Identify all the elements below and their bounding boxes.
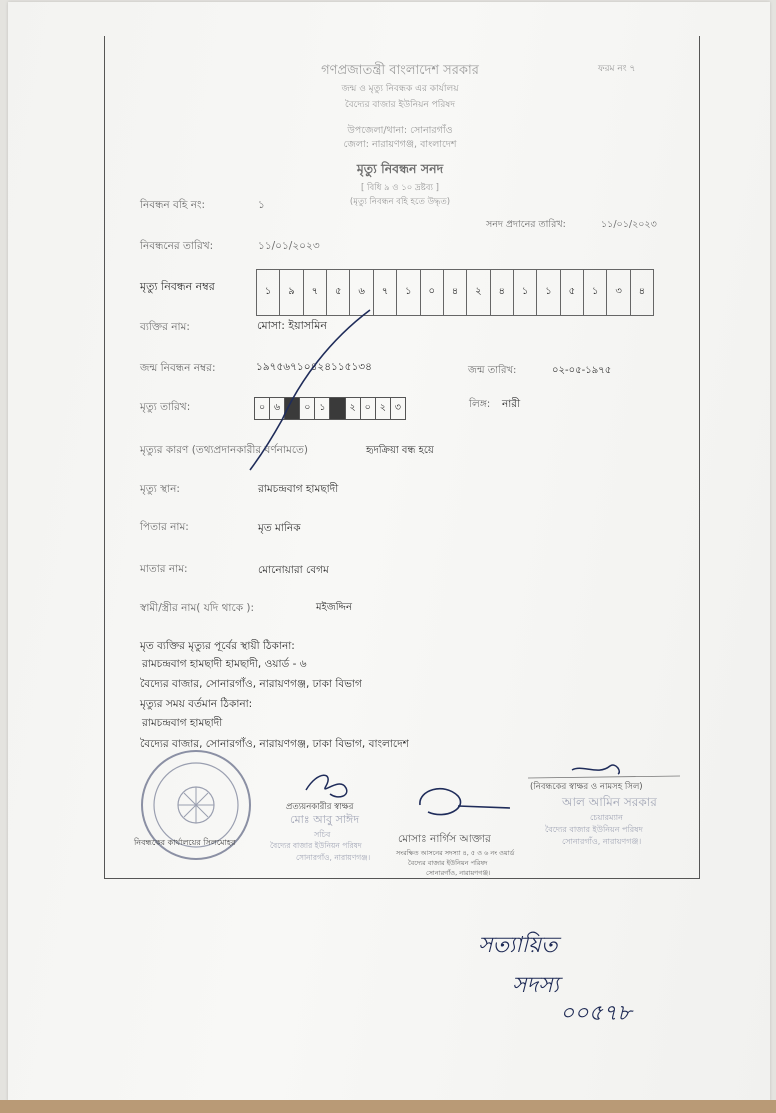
- place-label: মৃত্যু স্থান:: [140, 483, 180, 495]
- secretary-org: বৈদ্যের বাজার ইউনিয়ন পরিষদ: [270, 841, 362, 850]
- upazila-line: উপজেলা/থানা: সোনারগাঁও: [347, 125, 453, 136]
- secretary-place: সোনারগাঁও, নারায়ণগঞ্জ।: [296, 853, 371, 862]
- issue-date-value: ১১/০১/২০২৩: [601, 219, 657, 230]
- perm-address-line1: রামচন্দ্রবাগ হামছাদী হামছাদী, ওয়ার্ড - ৬: [142, 658, 307, 670]
- date-digit: ১: [315, 398, 330, 419]
- reg-digit: ০: [421, 270, 444, 315]
- chairman-org: বৈদ্যের বাজার ইউনিয়ন পরিষদ: [545, 825, 643, 834]
- date-digit: ০: [255, 398, 270, 419]
- reg-digit: ৭: [304, 270, 327, 315]
- secretary-title: সচিব: [314, 830, 331, 839]
- gender-label: লিঙ্গ:: [469, 398, 491, 410]
- member-place: সোনারগাঁও, নারায়ণগঞ্জ।: [426, 869, 491, 877]
- registrar-sign-line: [528, 776, 680, 778]
- spouse-value: মইজদ্দিন: [316, 602, 352, 613]
- perm-address-line2: বৈদ্যের বাজার, সোনারগাঁও, নারায়ণগঞ্জ, ঢাকা বিভাগ: [140, 678, 362, 690]
- father-label: পিতার নাম:: [140, 521, 189, 533]
- perm-address-label: মৃত ব্যক্তির মৃত্যুর পূর্বের স্থায়ী ঠিকানা:: [140, 640, 295, 652]
- reg-digit: ৯: [280, 270, 303, 315]
- reg-digit: ৩: [607, 270, 630, 315]
- handwritten-attested: সত্যায়িত: [478, 933, 558, 958]
- curr-address-label: মৃত্যুর সময় বর্তমান ঠিকানা:: [140, 698, 253, 710]
- handwritten-member: সদস্য: [512, 973, 560, 998]
- member-signature: [420, 789, 510, 815]
- birth-date-label: জন্ম তারিখ:: [468, 365, 517, 376]
- curr-address-line1: রামচন্দ্রবাগ হামছাদী: [142, 717, 223, 729]
- office-line1: জন্ম ও মৃত্যু নিবন্ধক এর কার্যালয়: [341, 84, 459, 94]
- reg-digit: ৪: [444, 270, 467, 315]
- book-label: নিবন্ধন বহি নং:: [140, 199, 206, 211]
- chairman-title: চেয়ারম্যান: [590, 813, 623, 822]
- reg-digit: ১: [584, 270, 607, 315]
- date-digit: ৩: [394, 402, 401, 413]
- cause-value: হৃদক্রিয়া বন্ধ হয়ে: [366, 445, 434, 456]
- place-value: রামচন্দ্রবাগ হামছাদী: [258, 483, 339, 495]
- date-digit: ০: [300, 398, 315, 419]
- secretary-name: মোঃ আবু সাঈদ: [290, 813, 359, 826]
- form-number: ফরম নং ৭: [598, 64, 636, 74]
- mother-label: মাতার নাম:: [140, 563, 188, 575]
- birth-reg-label: জন্ম নিবন্ধন নম্বর:: [140, 362, 216, 374]
- date-digit: ২: [376, 398, 391, 419]
- name-label: ব্যক্তির নাম:: [140, 321, 190, 333]
- reg-digit: ৪: [638, 286, 646, 297]
- registrar-signature: [572, 765, 619, 774]
- member-org: বৈদ্যের বাজার ইউনিয়ন পরিষদ: [408, 859, 488, 867]
- reg-date-value: ১১/০১/২০২৩: [258, 240, 320, 252]
- book-value: ১: [258, 199, 265, 211]
- date-digit: ৬: [270, 398, 285, 419]
- cause-label: মৃত্যুর কারণ (তথ্যপ্রদানকারীর বর্ণনামতে): [140, 444, 309, 456]
- reg-date-label: নিবন্ধনের তারিখ:: [140, 240, 214, 252]
- district-line: জেলা: নারায়ণগঞ্জ, বাংলাদেশ: [343, 139, 457, 150]
- chairman-name: আল আমিন সরকার: [562, 795, 657, 809]
- reg-digit: ৬: [350, 270, 373, 315]
- reg-digit: ৪: [491, 270, 514, 315]
- reg-digit: ২: [467, 270, 490, 315]
- office-line2: বৈদ্যের বাজার ইউনিয়ন পরিষদ: [344, 100, 455, 110]
- reg-digit: ৭: [374, 270, 397, 315]
- gender-value: নারী: [502, 398, 521, 410]
- reg-number-label: মৃত্যু নিবন্ধন নম্বর: [140, 280, 215, 293]
- reg-digit: ১: [514, 270, 537, 315]
- date-digit: ২: [346, 398, 361, 419]
- name-value: মোসা: ইয়াসমিন: [257, 319, 327, 332]
- birth-date-value: ০২-০৫-১৯৭৫: [552, 365, 612, 376]
- pen-stroke: [250, 310, 370, 470]
- member-name: মোসাঃ নার্গিস আক্তার: [398, 833, 491, 845]
- reg-digit: ১: [257, 270, 280, 315]
- birth-reg-value: ১৯৭৫৬৭১০৪২৪১১৫১৩৪: [256, 361, 372, 373]
- certificate-title: মৃত্যু নিবন্ধন সনদ: [356, 161, 444, 176]
- reg-digit: ১: [537, 270, 560, 315]
- secretary-signature: [306, 775, 347, 797]
- date-digit: ০: [361, 398, 376, 419]
- curr-address-line2: বৈদ্যের বাজার, সোনারগাঁও, নারায়ণগঞ্জ, ঢাকা বিভাগ, বাংলাদেশ: [140, 738, 409, 750]
- reg-digit: ৫: [327, 270, 350, 315]
- handwritten-number: ০০৫৭৮: [560, 1001, 632, 1026]
- issue-date-label: সনদ প্রদানের তারিখ:: [486, 219, 566, 230]
- subtitle: (মৃত্যু নিবন্ধন বহি হতে উদ্ধৃত): [349, 197, 451, 207]
- spouse-label: স্বামী/স্ত্রীর নাম( যদি থাকে ):: [140, 602, 255, 614]
- reg-digit: ১: [397, 270, 420, 315]
- reg-digit: ৫: [561, 270, 584, 315]
- death-date-label: মৃত্যু তারিখ:: [140, 401, 191, 413]
- rule-reference: [ বিধি ৯ ও ১০ দ্রষ্টব্য ]: [361, 183, 439, 193]
- father-value: মৃত মানিক: [258, 522, 301, 534]
- member-title: সংরক্ষিত আসনের সদস্যা ৪, ৫ ও ৬ নং ওয়ার্ড: [396, 849, 515, 857]
- chairman-place: সোনারগাঁও, নারায়ণগঞ্জ।: [562, 837, 642, 846]
- mother-value: মোনোয়ারা বেগম: [258, 564, 329, 576]
- registrar-label: (নিবন্ধকের স্বাক্ষর ও নামসহ সিল): [530, 782, 643, 792]
- verifier-label: প্রত্যয়নকারীর স্বাক্ষর: [286, 802, 354, 812]
- office-seal-label: নিবন্ধকের কার্যালয়ের সিলমোহর: [134, 838, 236, 847]
- govt-heading: গণপ্রজাতন্ত্রী বাংলাদেশ সরকার: [321, 63, 479, 78]
